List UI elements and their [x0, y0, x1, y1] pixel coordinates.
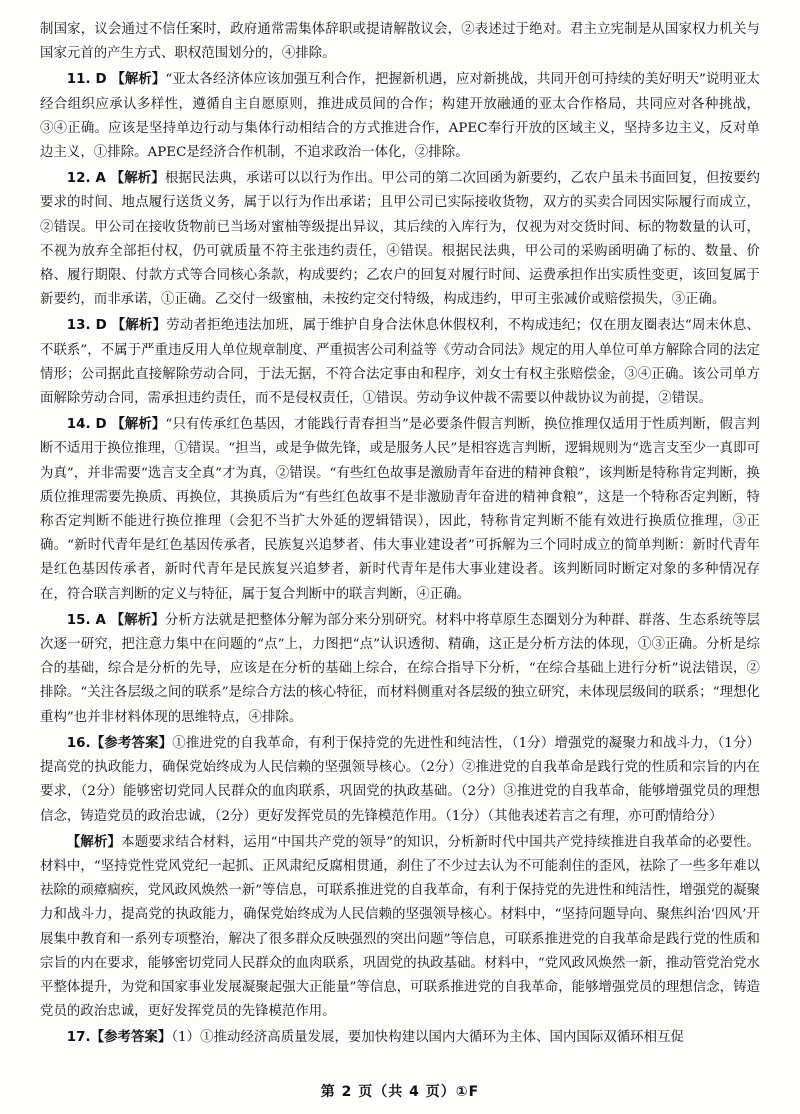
paragraph — [40, 18, 760, 66]
paragraph-text: 根据民法典，承诺可以以行为作出。甲公司的第二次回函为新要约，乙农户虽未书面回复，但按要约要求的时间、地点履行送货义务，属于以行为作出承诺；且甲公司已实际接收货物，双方的买卖合同因实际履行而成立，②错误。甲公司在接收货物前已当场对蜜柚等级提出异议，其后续的入库行为，仅视为对交货时间、标的物数量的认可，不视为放弃全部拒付权，仍可就质量不符主张违约责任，④错误。根据民法典，甲公司的采购函明确了标的、数量、价格、履行期限、付款方式等合同核心条款，构成要约；乙农户的回复对履行时间、运费承担作出实质性变更，该回复属于新要约，而非承诺，①正确。乙交付一级蜜柚，未按约定交付特级，构成违约，甲可主张减价或赔偿损失，③正确。 — [40, 171, 760, 308]
paragraph — [40, 314, 760, 411]
question-label: 11. D 【解析】 — [66, 72, 166, 88]
paragraph — [40, 1026, 760, 1050]
question-label: 12. A 【解析】 — [66, 171, 165, 187]
paragraph — [40, 609, 760, 730]
paragraph-text: 分析方法就是把整体分解为部分来分别研究。材料中将草原生态圈划分为种群、群落、生态系统等层次逐一研究，把注意力集中在问题的“点”上，力图把“点”认识透彻、精确，这正是分析方法的体现，①③正确。分析是综合的基础，综合是分析的先导，应该是在分析的基础上综合，在综合指导下分析，“在综合基础上进行分析”说法错误，②排除。“关注各层级之间的联系”是综合方法的核心特征，而材料侧重对各层级的独立研究，未体现层级间的联系；“理想化重构”也并非材料体现的思维特点，④排除。 — [40, 612, 760, 725]
paragraph — [40, 413, 760, 607]
question-label: 16.【参考答案】 — [66, 735, 173, 751]
question-label: 【解析】 — [66, 834, 122, 850]
paragraph — [40, 732, 760, 829]
paragraph-text: （1）①推动经济高质量发展，要加快构建以国内大循环为主体、国内国际双循环相互促 — [171, 1030, 684, 1046]
paragraph — [40, 68, 760, 165]
paragraph-text: 本题要求结合材料，运用“中国共产党的领导”的知识，分析新时代中国共产党持续推进自我革命的必要性。材料中，“坚持党性党风党纪一起抓、正风肃纪反腐相贯通，刹住了不少过去认为不可能刹住的歪风，祛除了一些多年难以祛除的顽瘴痼疾，党风政风焕然一新”等信息，可联系推进党的自我革命，有利于保持党的先进性和纯洁性，增强党的凝聚力和战斗力，提高党的执政能力，确保党始终成为人民信赖的坚强领导核心。材料中，“坚持问题导向、聚焦纠治‘四风’开展集中教育和一系列专项整治，解决了很多群众反映强烈的突出问题”等信息，可联系推进党的自我革命是践行党的性质和宗旨的内在要求，能够密切党同人民群众的血肉联系，巩固党的执政基础。材料中，“党风政风焕然一新，推动管党治党水平整体提升，为党和国家事业发展凝聚起强大正能量”等信息，可联系推进党的自我革命，能够增强党员的理想信念，铸造党员的政治忠诚，更好发挥党员的先锋模范作用。 — [40, 834, 760, 1020]
question-label: 14. D 【解析】 — [66, 417, 166, 433]
paragraph — [40, 167, 760, 312]
page-footer: 第 2 页（共 4 页）①F — [320, 1083, 480, 1100]
paragraph-text: 劳动者拒绝违法加班，属于维护自身合法休息休假权利，不构成违纪；仅在朋友圈表达“周末休息、不联系”，不属于严重违反用人单位规章制度、严重损害公司利益等《劳动合同法》规定的用人单位可单方解除合同的法定情形；公司据此直接解除劳动合同，于法无据，不符合法定事由和程序，刘女士有权主张赔偿金，③④正确。该公司单方面解除劳动合同，需承担违约责任，而不是侵权责任，①错误。劳动争议仲裁不需要以仲裁协议为前提，②错误。 — [40, 318, 760, 407]
question-label: 17.【参考答案】 — [66, 1030, 172, 1046]
paragraph-text: ①推进党的自我革命，有利于保持党的先进性和纯洁性，（1分）增强党的凝聚力和战斗力，（1分）提高党的执政能力，确保党始终成为人民信赖的坚强领导核心。（2分）②推进党的自我革命是践行党的性质和宗旨的内在要求，（2分）能够密切党同人民群众的血肉联系，巩固党的执政基础。（2分）③推进党的自我革命，能够增强党员的理想信念，铸造党员的政治忠诚，（2分）更好发挥党员的先锋模范作用。（1分）（其他表述若言之有理，亦可酌情给分） — [40, 735, 761, 824]
paragraph — [40, 831, 760, 1025]
paragraph-text: “亚太各经济体应该加强互利合作，把握新机遇，应对新挑战，共同开创可持续的美好明天”说明亚太经合组织应承认多样性，遵循自主自愿原则，推进成员间的合作；构建开放融通的亚太合作格局，共同应对各种挑战，③④正确。应该是坚持单边行动与集体行动相结合的方式推进合作，APEC奉行开放的区域主义，坚持多边主义，反对单边主义，①排除。APEC是经济合作机制，不追求政治一体化，②排除。 — [40, 72, 760, 161]
page-content — [40, 18, 760, 1051]
question-label: 13. D 【解析】 — [66, 318, 167, 334]
paragraph-text: “只有传承红色基因，才能践行青春担当”是必要条件假言判断，换位推理仅适用于性质判断，假言判断不适用于换位推理，①错误。“担当，或是争做先锋，或是服务人民”是相容选言判断，逻辑规则为“选言支至少一真即可为真”，并非需要“选言支全真”才为真，②错误。“有些红色故事是激励青年奋进的精神食粮”，该判断是特称肯定判断，换质位推理需要先换质、再换位，其换质后为“有些红色故事不是非激励青年奋进的精神食粮”，这是一个特称否定判断，特称否定判断不能进行换位推理（会犯不当扩大外延的逻辑错误），因此，特称肯定判断不能有效进行换质位推理，③正确。“新时代青年是红色基因传承者，民族复兴追梦者、伟大事业建设者”可拆解为三个同时成立的简单判断：新时代青年是红色基因传承者，新时代青年是民族复兴追梦者，新时代青年是伟大事业建设者。该判断同时断定对象的多种情况存在，符合联言判断的定义与特征，属于复合判断中的联言判断，④正确。 — [40, 417, 760, 602]
paragraph-text: 制国家，议会通过不信任案时，政府通常需集体辞职或提请解散议会，②表述过于绝对。君主立宪制是从国家权力机关与国家元首的产生方式、职权范围划分的，④排除。 — [40, 22, 760, 62]
question-label: 15. A 【解析】 — [66, 612, 165, 628]
